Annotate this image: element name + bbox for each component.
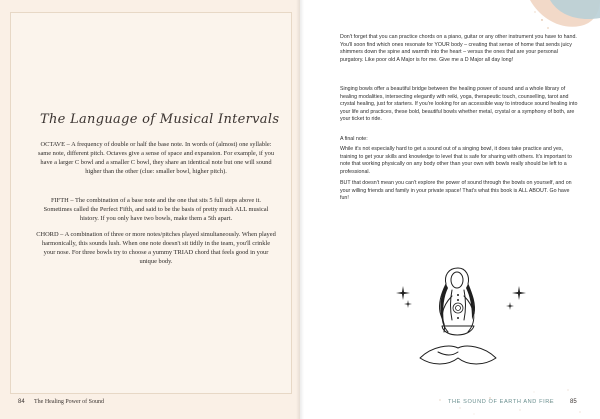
- definition-chord: CHORD – A combination of three or more notes/pitches played simultaneously. When played harmonically, this sounds lush. When one note doesn't sit tidily in the team, you'll crinkle your nose. For three bowls try to choose a yummy TRIAD chord that feels good in your unique body.: [36, 231, 276, 266]
- body-paragraph-5: BUT that doesn't mean you can't explore the power of sound through the bowls on yourself, and on your willing friends and family in your private space! That's what this book is ALL ABOUT. Go have fun!: [340, 180, 572, 202]
- woman-with-singing-bowl-illustration: [380, 262, 536, 386]
- body-paragraph-3: A final note:: [340, 136, 368, 142]
- definition-octave: OCTAVE – A frequency of double or half the base note. In words of (almost) one syllable: same note, different pitch. Octaves give a sense of space and expansion. For example, if you have a larger C bowl and a smaller C bowl, they share an identical note but one will sound higher than the other (clue: smaller bowl, higher pitch).: [37, 141, 275, 176]
- sparkle-icon: [404, 300, 412, 308]
- page-gutter: [296, 0, 304, 419]
- sparkle-icon: [506, 302, 514, 310]
- page-number-right: 85: [570, 399, 577, 405]
- sparkle-icon: [396, 286, 410, 300]
- running-title-left: The Healing Power of Sound: [34, 399, 104, 405]
- intervals-heading: The Language of Musical Intervals: [40, 112, 280, 127]
- body-paragraph-1: Don't forget that you can practice chords on a piano, guitar or any other instrument you have to hand. You'll soon find which ones resonate for YOUR body – creating that sense of home that sends juicy shimmers down the spine and warmth into the heart – versus the ones that are your personal purgatory. Like poor old A Major is for me. Give me a D Major all day long!: [340, 34, 577, 63]
- body-paragraph-4: While it's not especially hard to get a sound out of a singing bowl, it does take practice and yes, training to get your skills and knowledge to level that is safe for sharing with others. It's important to note that working physically on any body other than your own with bowls really should be left to a professional.: [340, 146, 572, 175]
- sparkle-icon: [512, 286, 526, 300]
- body-paragraph-2: Singing bowls offer a beautiful bridge between the healing power of sound and a whole library of healing modalities, intersecting elegantly with reiki, yoga, therapeutic touch, counselling, tarot and crystal healing, just for starters. If you're looking for an accessible way to introduce sound healing into your life and practices, these bold, beautiful bowls whether metal, crystal or a symphony of both, are your ticket to ride.: [340, 86, 578, 123]
- running-title-right: THE SOUND OF EARTH AND FIRE: [448, 399, 555, 405]
- definition-fifth: FIFTH – The combination of a base note and the one that sits 5 full steps above it. Sometimes called the Perfect Fifth, and said to be the basis of pretty much ALL musical history. If you only have two bowls, make them a 5th apart.: [43, 197, 269, 223]
- page-number-left: 84: [18, 399, 25, 405]
